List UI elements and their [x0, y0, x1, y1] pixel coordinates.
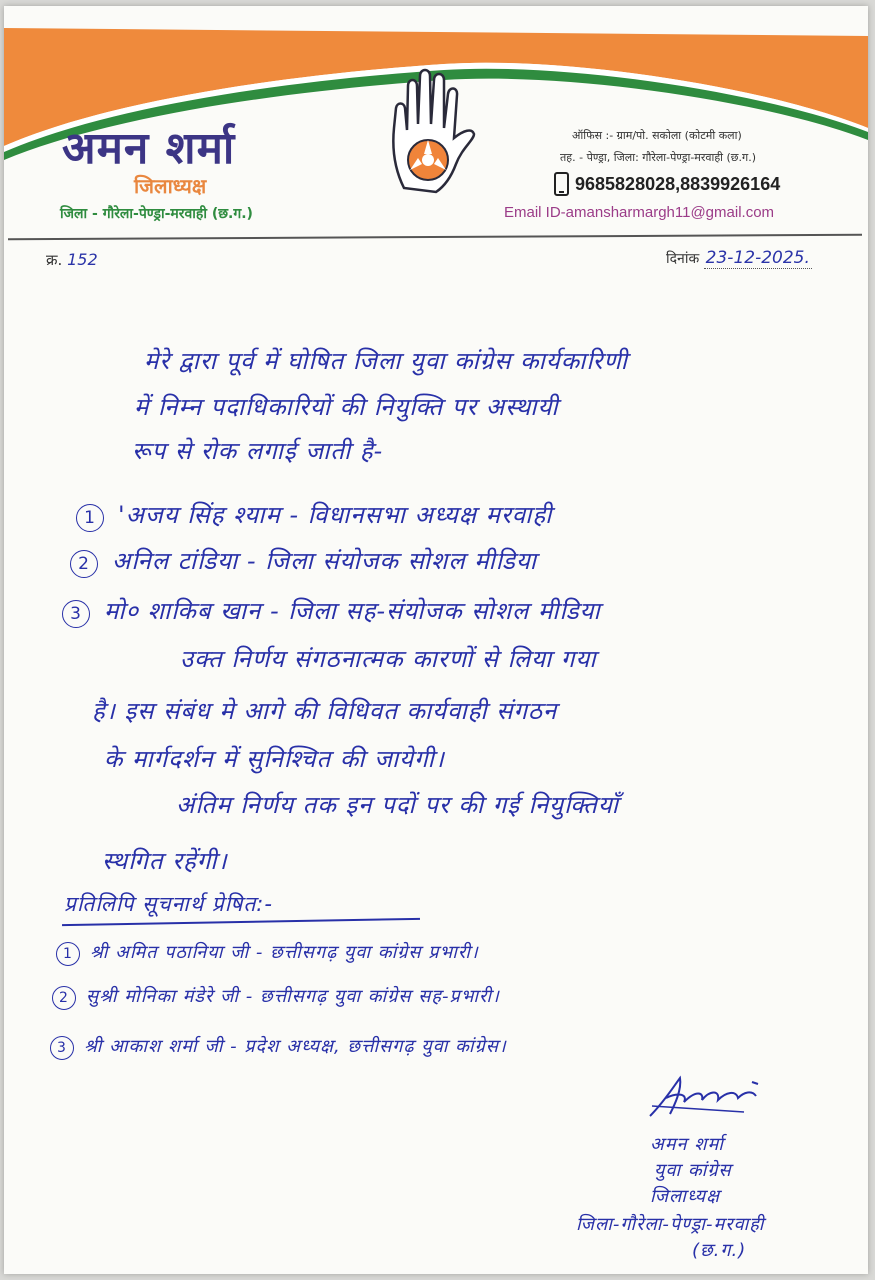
appointee-text: 'अजय सिंह श्याम - विधानसभा अध्यक्ष मरवाही [118, 501, 553, 529]
copy-text: श्री आकाश शर्मा जी - प्रदेश अध्यक्ष, छत्तीसगढ़ युवा कांग्रेस। [84, 1036, 507, 1057]
item-number: 3 [62, 600, 90, 628]
letterhead-divider [8, 234, 862, 240]
signoff-name: अमन शर्मा [650, 1134, 724, 1155]
sender-designation: जिलाध्यक्ष [134, 174, 207, 198]
body-line: अंतिम निर्णय तक इन पदों पर की गई नियुक्तियाँ [176, 791, 619, 819]
date-label: दिनांक [666, 251, 700, 267]
copy-item [52, 984, 500, 1010]
appointee-item [76, 498, 552, 532]
office-address-line1: ऑफिस :- ग्राम/पो. सकोला (कोटमी कला) [572, 129, 742, 142]
signoff-title: जिलाध्यक्ष [650, 1186, 720, 1207]
sender-district: जिला - गौरेला-पेण्ड्रा-मरवाही (छ.ग.) [60, 206, 253, 222]
email-address: Email ID-amansharmargh11@gmail.com [504, 204, 775, 221]
copy-text: सुश्री मोनिका मंडेरे जी - छत्तीसगढ़ युवा कांग्रेस सह-प्रभारी। [86, 986, 500, 1007]
letter-page [4, 6, 868, 1274]
appointee-item [70, 544, 537, 578]
letter-date [666, 248, 812, 268]
phone-row [554, 172, 780, 196]
body-line: स्थगित रहेंगी। [102, 847, 228, 875]
body-line: के मार्गदर्शन में सुनिश्चित की जायेगी। [104, 745, 445, 773]
phone-icon [554, 172, 569, 196]
reference-number [46, 250, 98, 270]
copy-text: श्री अमित पठानिया जी - छत्तीसगढ़ युवा कांग्रेस प्रभारी। [90, 942, 479, 963]
appointee-item [62, 594, 601, 628]
hand-emblem-icon [386, 68, 478, 200]
copy-item [56, 940, 479, 966]
item-number: 3 [50, 1036, 74, 1060]
signoff-district: जिला-गौरेला-पेण्ड्रा-मरवाही [576, 1214, 765, 1235]
reference-value: 152 [67, 250, 98, 269]
body-line: मेरे द्वारा पूर्व में घोषित जिला युवा कांग्रेस कार्यकारिणी [144, 347, 628, 375]
appointee-text: अनिल टांडिया - जिला संयोजक सोशल मीडिया [112, 547, 537, 575]
body-line: में निम्न पदाधिकारियों की नियुक्ति पर अस्थायी [134, 393, 559, 421]
copy-heading-underline [62, 918, 420, 926]
body-line: उक्त निर्णय संगठनात्मक कारणों से लिया गया [180, 645, 597, 673]
copy-item [50, 1034, 507, 1060]
reference-label: क्र. [46, 251, 63, 269]
signoff-org: युवा कांग्रेस [654, 1160, 732, 1181]
body-line: रूप से रोक लगाई जाती है- [132, 437, 384, 465]
item-number: 2 [70, 550, 98, 578]
item-number: 2 [52, 986, 76, 1010]
appointee-text: मो० शाकिब खान - जिला सह-संयोजक सोशल मीडिया [104, 597, 601, 625]
item-number: 1 [76, 504, 104, 532]
signoff-state: (छ.ग.) [692, 1240, 747, 1261]
item-number: 1 [56, 942, 80, 966]
copy-heading: प्रतिलिपि सूचनार्थ प्रेषित:- [64, 892, 273, 916]
body-line: है। इस संबंध मे आगे की विधिवत कार्यवाही संगठन [92, 697, 558, 725]
office-address-line2: तह. - पेण्ड्रा, जिला: गौरेला-पेण्ड्रा-मरवाही (छ.ग.) [560, 151, 756, 164]
date-value: 23-12-2025. [705, 248, 810, 268]
sender-name: अमन शर्मा [62, 123, 236, 174]
phone-numbers: 9685828028,8839926164 [575, 173, 781, 194]
handwritten-signature [644, 1072, 784, 1122]
